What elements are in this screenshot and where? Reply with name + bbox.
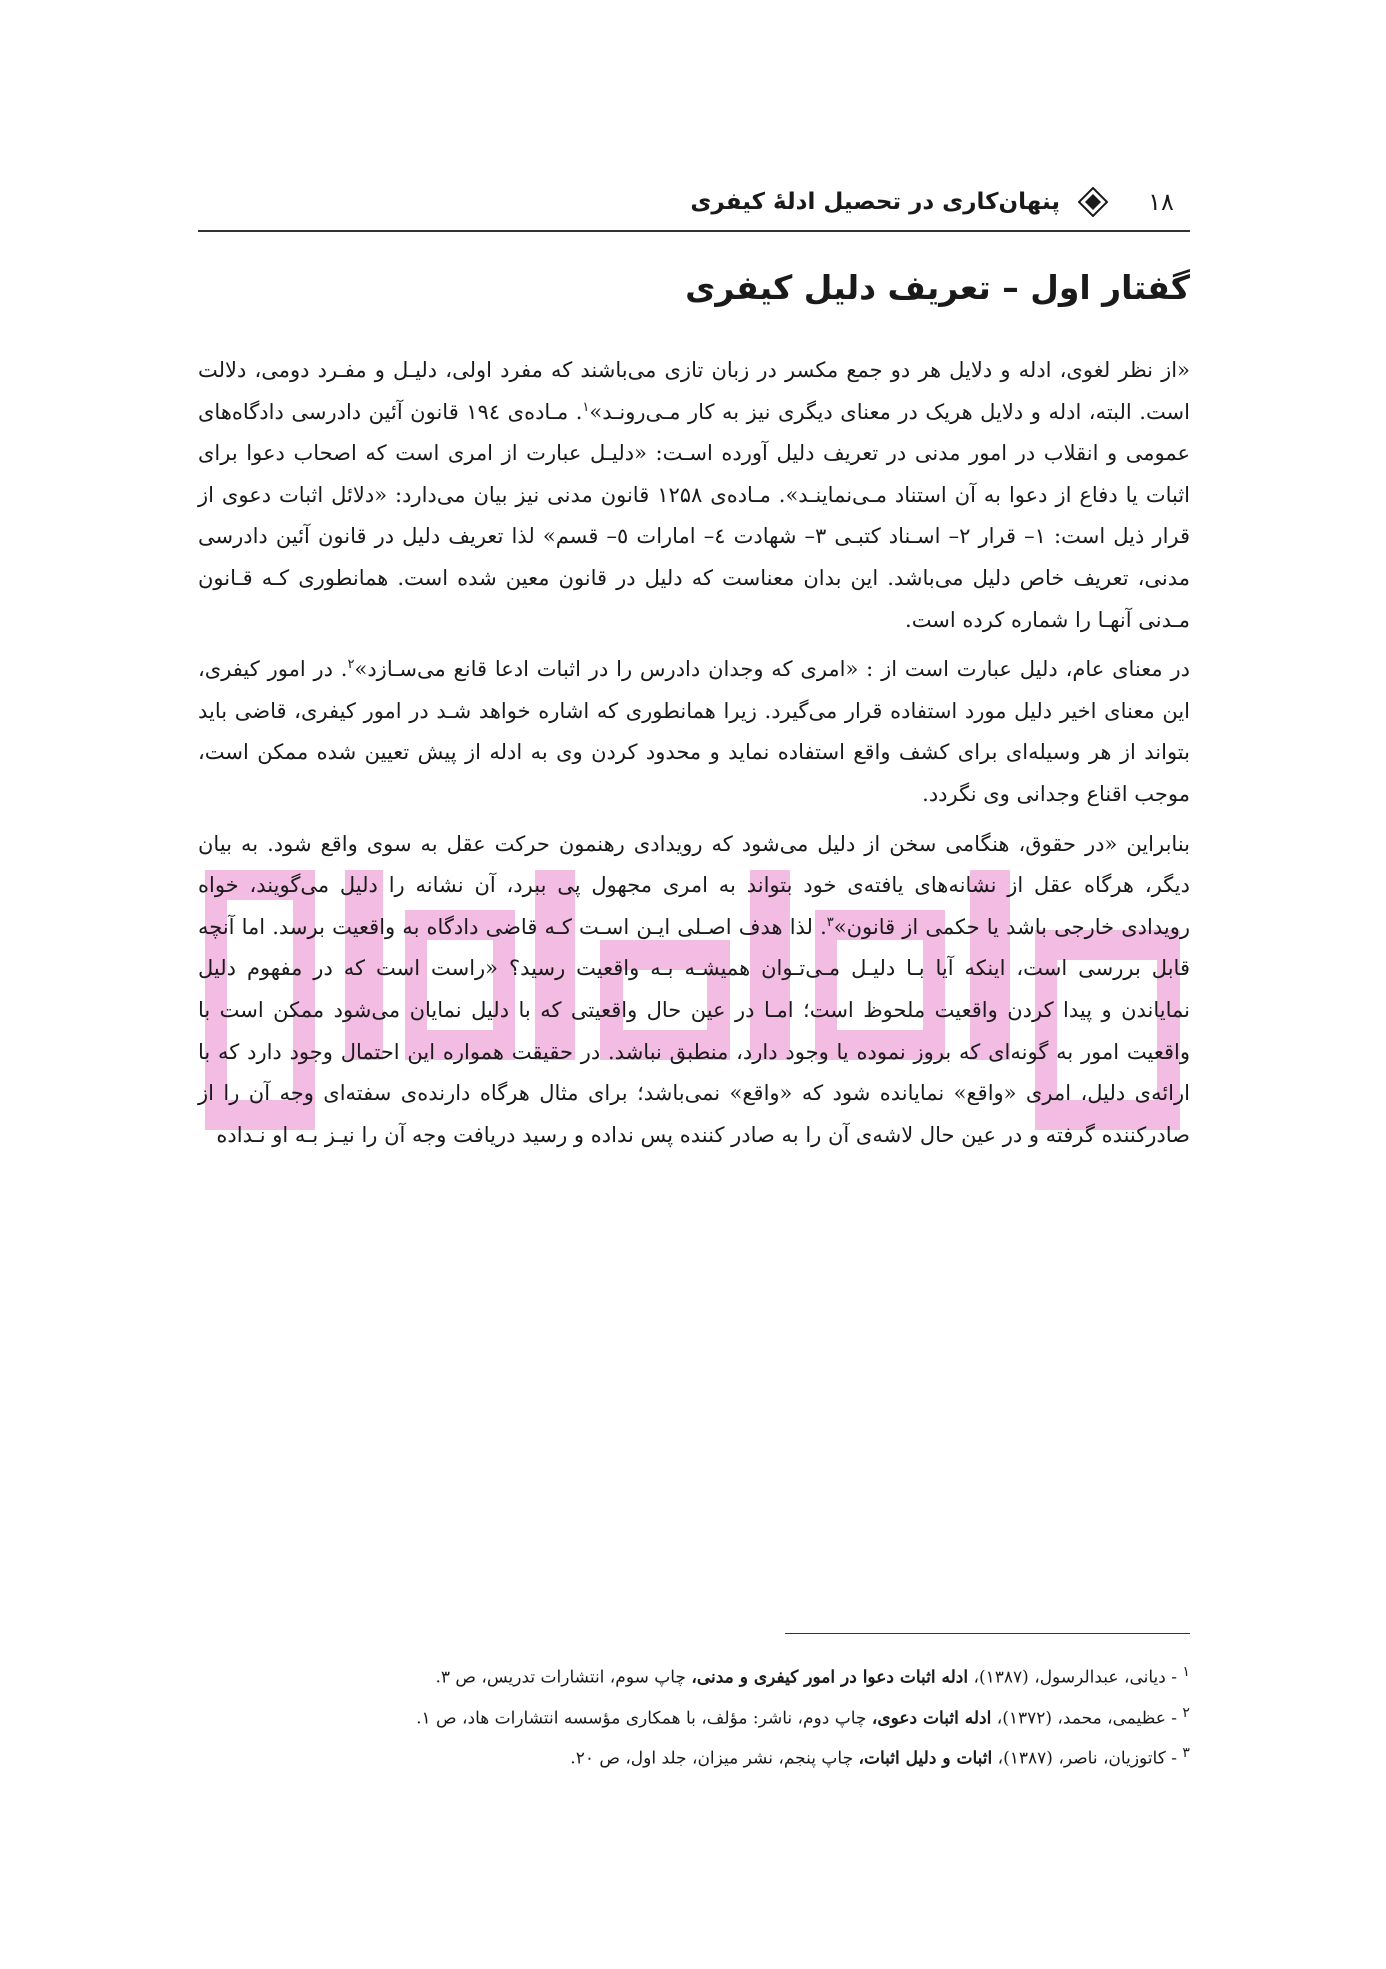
book-title: پنهان‌کاری در تحصیل ادلهٔ کیفری <box>690 189 1060 215</box>
diamond-ornament-icon <box>1078 187 1108 217</box>
paragraph-1: «از نظر لغوی، ادله و دلایل هر دو جمع مکسر در زبان تازی می‌باشند که مفرد اولی، دلیـل و مفـرد دومی، دلالت است. البته، ادله و دلایل هریک در معنای دیگری نیز به کار مـی‌رونـد»$^۱$. مـاده‌ی ۱۹٤ قانون آئین دادرسی دادگاه‌های عمومی و انقلاب در امور مدنی در تعریف دلیل آورده اسـت: «دلیـل عبارت از امری است که اصحاب دعوا برای اثبات یا دفاع از دعوا به آن استناد مـی‌نماینـد». مـاده‌ی ۱۲۵۸ قانون مدنی نیز بیان می‌دارد: «دلائل اثبات دعوی از قرار ذیل است: ۱– قرار ۲– اسـناد کتبـی ۳– شهادت ٤– امارات ٥– قسم» لذا تعریف دلیل در قانون آئین دادرسی مدنی، تعریف خاص دلیل می‌باشد. این بدان معناست که دلیل در قانون معین شده است. همانطوری کـه قـانون مـدنی آنهـا را شماره کرده است. <box>198 358 1191 632</box>
header-rule <box>198 230 1190 232</box>
section-heading: گفتار اول – تعریف دلیل کیفری <box>685 268 1190 307</box>
footnote-1: $^۱$ - دیانی، عبدالرسول، (۱۳۸۷)، ادله اثبات دعوا در امور کیفری و مدنی، چاپ سوم، انتشارات تدریس، ص ۳. <box>435 1664 1190 1688</box>
footnote-rule <box>785 1633 1190 1634</box>
running-header <box>198 176 1190 228</box>
footnote-ref-3[interactable]: ۳ <box>826 914 834 930</box>
footnotes <box>198 1655 1190 1777</box>
body-text <box>198 350 1190 1164</box>
footnote-2: $^۲$ - عظیمی، محمد، (۱۳۷۲)، ادله اثبات دعوی، چاپ دوم، ناشر: مؤلف، با همکاری مؤسسه انتشارات هاد، ص ۱. <box>416 1704 1190 1729</box>
footnote-3: $^۳$ - کاتوزیان، ناصر، (۱۳۸۷)، اثبات و دلیل اثبات، چاپ پنجم، نشر میزان، جلد اول، ص ۲۰. <box>570 1745 1190 1769</box>
paragraph-3: بنابراین «در حقوق، هنگامی سخن از دلیل می‌شود که رویدادی رهنمون حرکت عقل به سوی واقع شود. به بیان دیگر، هرگاه عقل از نشانه‌های یافته‌ی خود بتواند به امری مجهول پی ببرد، آن نشانه را دلیل می‌گویند، خواه رویدادی خارجی باشد یا حکمی از قانون»$^۳$. لذا هدف اصـلی ایـن اسـت کـه قاضی دادگاه به واقعیت برسد. اما آنچه قابل بررسی است، اینکه آیا بـا دلیـل مـی‌تـوان همیشـه بـه واقعیت رسید؟ «راست است که در مفهوم دلیل نمایاندن و پیدا کردن واقعیت ملحوظ است؛ امـا در عین حال واقعیتی که با دلیل نمایان می‌شود ممکن است با واقعیت امور به گونه‌ای که بروز نموده یا وجود دارد، منطبق نباشد. در حقیقت همواره این احتمال وجود دارد که با ارائه‌ی دلیل، امری «واقع» نمایانده شود که «واقع» نمی‌باشد؛ برای مثال هرگاه دارنده‌ی سفته‌ای وجه آن را از صادرکننده گرفته و در عین حال لاشه‌ی آن را به صادر کننده پس نداده و رسید دریافت وجه آن را نیـز بـه او نـداده <box>198 831 1190 1147</box>
footnote-ref-1[interactable]: ۱ <box>582 399 590 415</box>
page-number: ۱۸ <box>1148 188 1174 216</box>
footnote-ref-2[interactable]: ۲ <box>347 657 355 673</box>
paragraph-2: در معنای عام، دلیل عبارت است از : «امری که وجدان دادرس را در اثبات ادعا قانع می‌سـازد»$^۲$. در امور کیفری، این معنای اخیر دلیل مورد استفاده قرار می‌گیرد. زیرا همانطوری که اشاره خواهد شـد در امور کیفری، قاضی باید بتواند از هر وسیله‌ای برای کشف واقع استفاده نماید و محدود کردن وی به ادله از پیش تعیین شده ممکن است، موجب اقناع وجدانی وی نگردد. <box>198 657 1190 806</box>
